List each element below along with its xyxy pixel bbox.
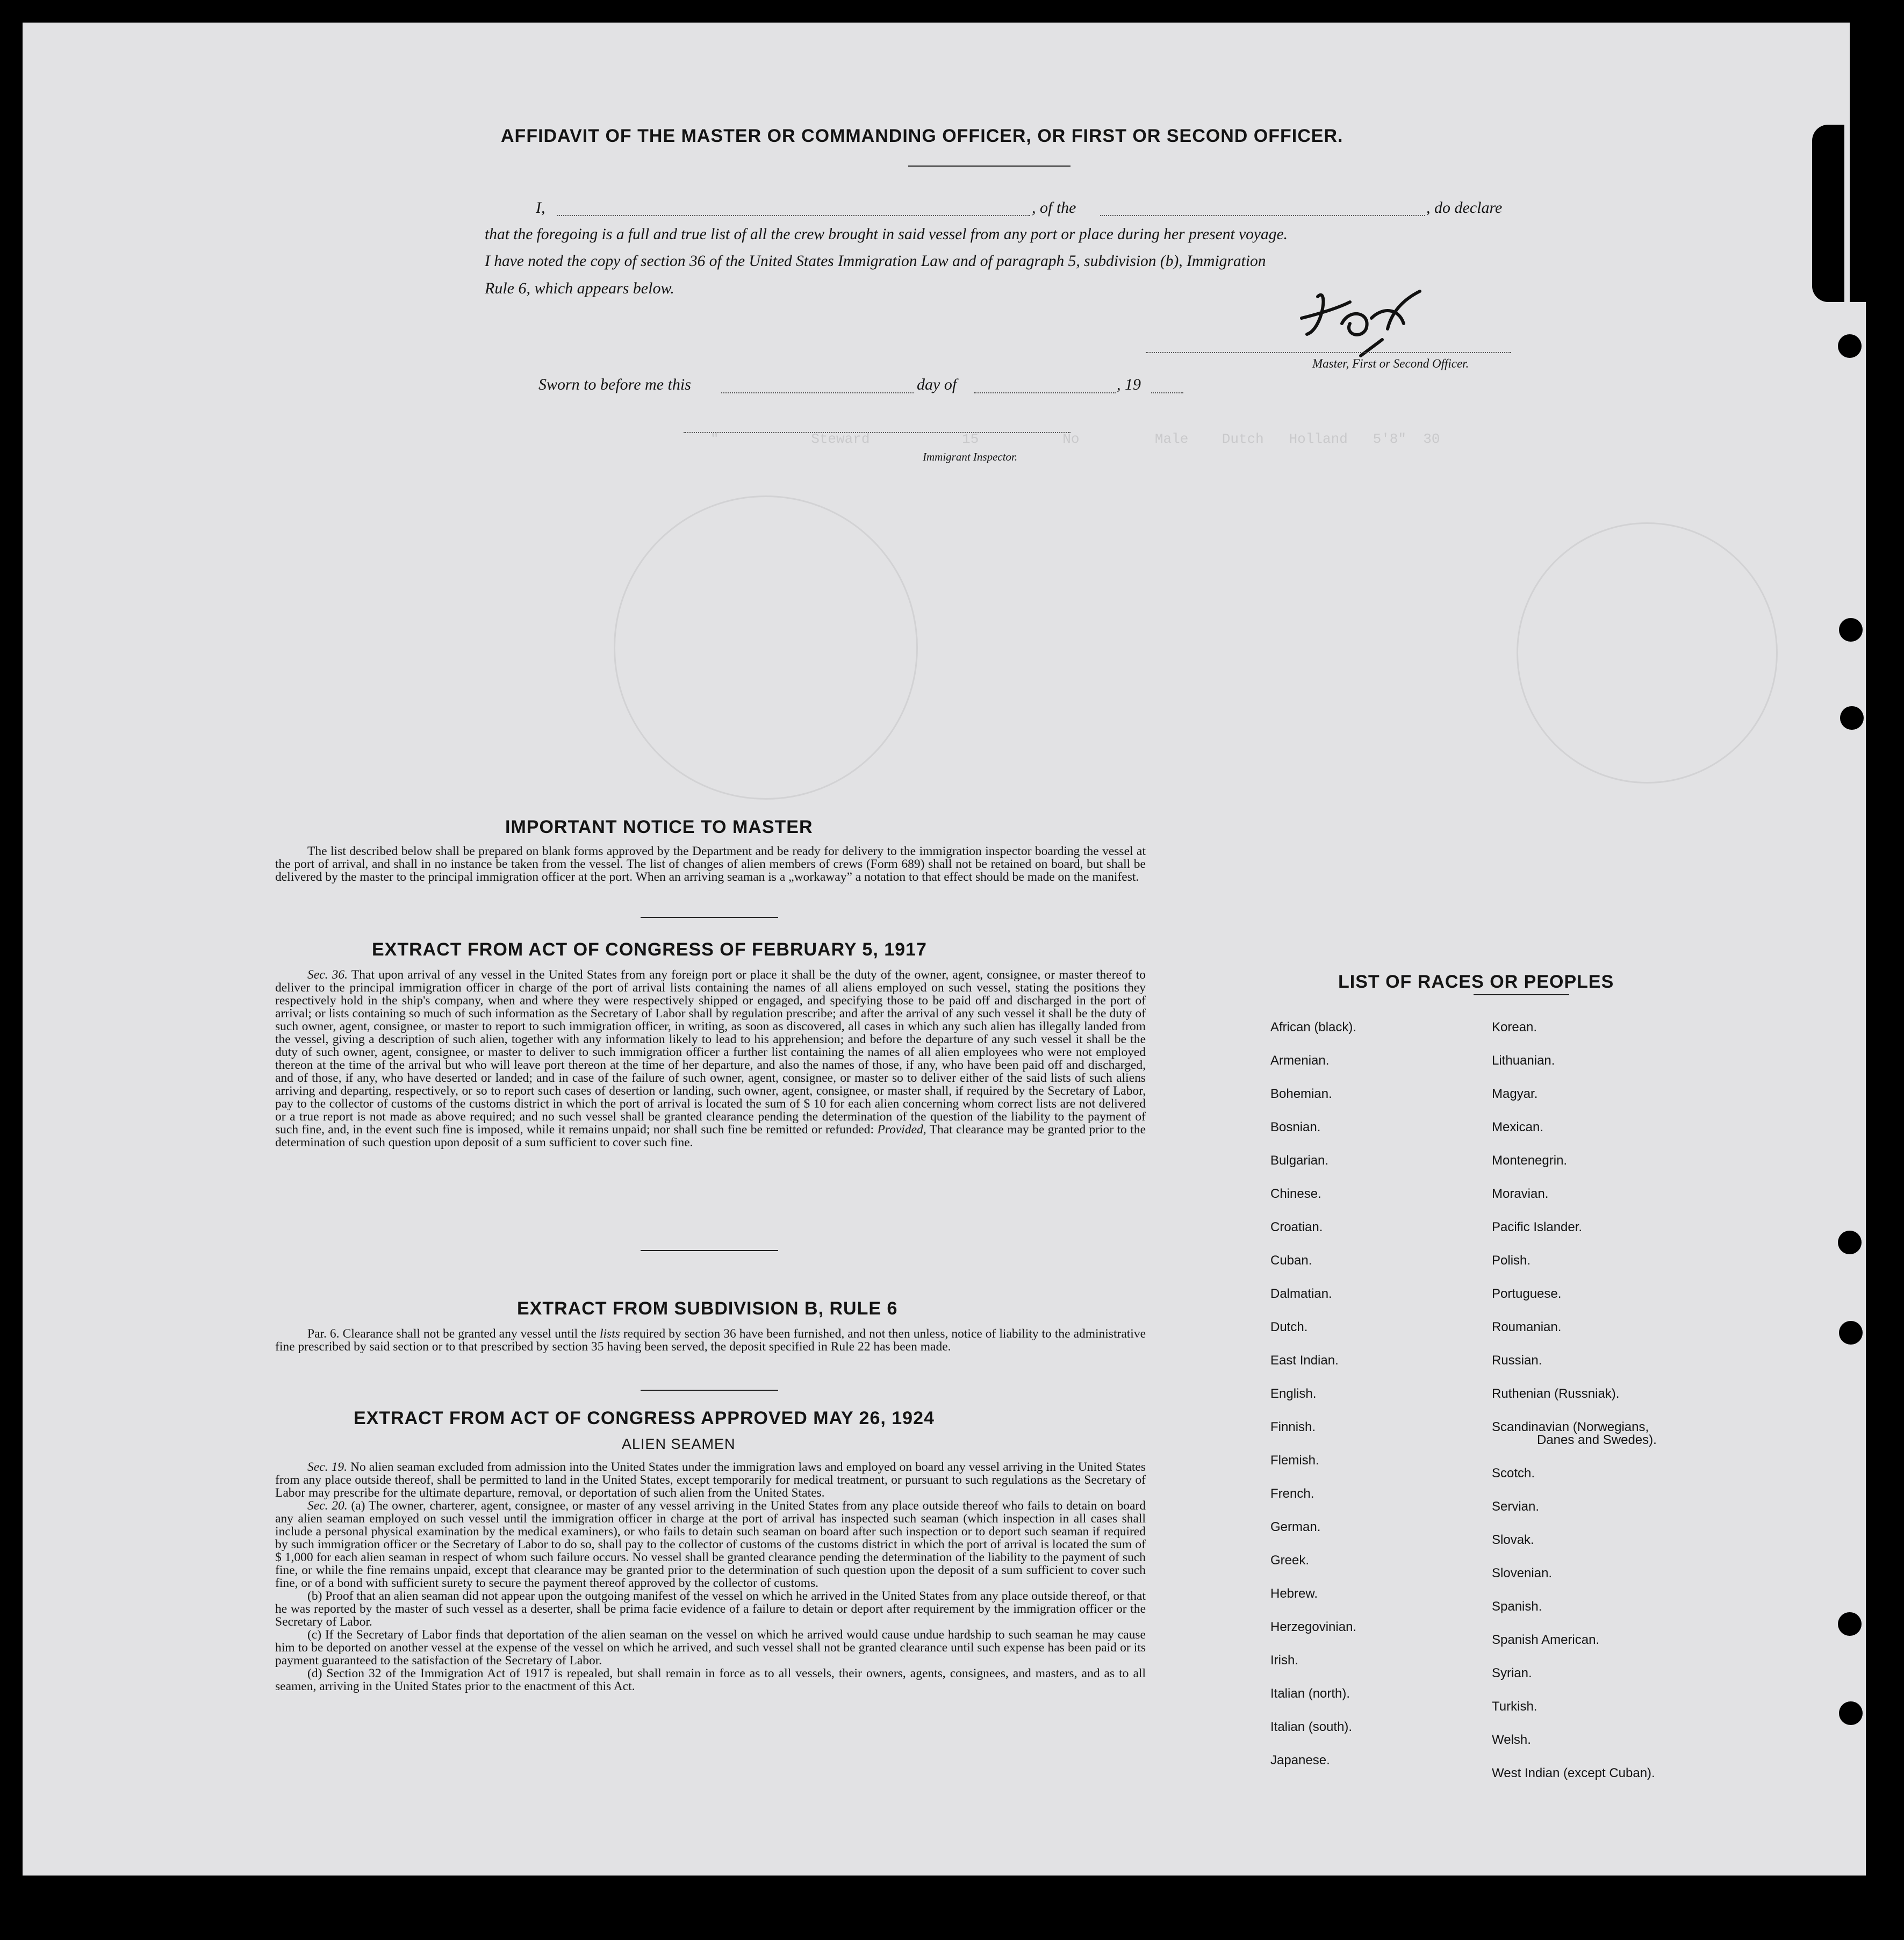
affidavit-line-2: that the foregoing is a full and true list of all the crew brought in said vessel from any port or place during her present voyage. [485,226,1288,243]
sec-36-body: That upon arrival of any vessel in the United States from any foreign port or place it shall be the duty of the owner, agent, consignee, or master thereof to deliver to the principal immigration officer in charge of the port of arrival lists containing the names of all aliens employed on such vessel, stating the positions they respectively hold in the ship's company, when and where they were respectively shipped or engaged, and specifying those to be paid off and discharged in the port of arrival; or lists containing so much of such information as the Secretary of Labor shall by regulation prescribe; and after the arrival of any such vessel it shall be the duty of such owner, agent, consignee, or master to report to such immigration officer, in writing, as soon as discovered, all cases in which any such alien has illegally landed from the vessel, giving a description of such alien, together with any information likely to lead to his apprehension; and before the departure of any such vessel it shall be the duty of such owner, agent, consignee, or master to deliver to such immigration officer a further list containing the names of all alien employees who were not employed thereon at the time of the arrival but who will leave port thereon at the time of her departure, and also the names of those, if any, who have been paid off and discharged, and of those, if any, who have deserted or landed; and in case of the failure of such owner, agent, consignee, or master so to deliver either of the said lists of such aliens arriving and departing, respectively, or so to report such cases of desertion or landing, such owner, agent, consignee, or master shall, if required by the Secretary of Labor, pay to the collector of customs of the customs district in which the port of arrival is located the sum of $ 10 for each alien concerning whom correct lists are not delivered or a true report is not made as above required; and no such vessel shall be granted clearance pending the determination of the question of the liability to the payment of such fine, and, in the event such fine is imposed, while it remains unpaid; nor shall such fine be remitted or refunded: [275,968,1146,1137]
affidavit-i: I, [536,199,545,217]
bleed-through-stamp [1517,522,1778,784]
sworn-year-line[interactable] [1151,392,1183,393]
provided-label: Provided, [877,1123,926,1137]
affidavit-title: AFFIDAVIT OF THE MASTER OR COMMANDING OFFICER, OR FIRST OR SECOND OFFICER. [501,126,1343,146]
race-item: Roumanian. [1492,1320,1562,1334]
race-item: Slovak. [1492,1533,1534,1547]
signature-line[interactable] [1146,352,1511,353]
rule-6-text-b: required by section 36 have been furnished, and not then unless, notice of liability to the administrative fine prescribed by said section or to that prescribed by section 35 having been served, the deposit specified in Rule 22 has been made. [275,1327,1146,1354]
race-item: Bohemian. [1270,1087,1332,1101]
torn-edge [1850,23,1866,302]
section-divider [641,917,778,918]
race-item: Korean. [1492,1020,1537,1034]
race-item: Magyar. [1492,1087,1538,1101]
punch-hole [1838,334,1862,358]
sec-19-body: No alien seaman excluded from admission into the United States under the immigration laws and employed on board any vessel arriving in the United States from any place outside thereof, shall be permitted to land in the United States, except temporarily for medical treatment, or pursuant to such regulations as the Secretary of Labor may prescribe for the ultimate departure, removal, or deportation of such alien from the United States. [275,1460,1146,1500]
race-item: French. [1270,1486,1314,1501]
race-item: Chinese. [1270,1187,1321,1201]
race-item: Turkish. [1492,1699,1537,1714]
race-item: Portuguese. [1492,1287,1562,1301]
punch-hole [1839,618,1863,642]
rule-6-text-a: Par. 6. Clearance shall not be granted any vessel until the [307,1327,597,1341]
day-of-text: day of [917,376,957,393]
affidavit-line-3: I have noted the copy of section 36 of the United States Immigration Law and of paragraph 5, subdivision (b), Immigration [485,253,1266,270]
race-item: Spanish American. [1492,1633,1600,1647]
provided-body: That clearance may be granted prior to the determination of such question upon deposit of a sum sufficient to cover such fine. [275,1123,1146,1149]
race-item: Mexican. [1492,1120,1544,1134]
race-item: Scandinavian (Norwegians, [1492,1420,1649,1434]
race-item: Slovenian. [1492,1566,1553,1580]
race-item: Servian. [1492,1499,1540,1514]
punch-hole [1839,1321,1863,1345]
sworn-month-line[interactable] [974,392,1116,393]
lists-word: lists [599,1327,620,1341]
sec-36-label: Sec. 36. [307,968,348,982]
act-1924-text [275,1461,1146,1693]
race-item: Herzegovinian. [1270,1620,1357,1634]
race-item: Syrian. [1492,1666,1532,1680]
race-item: Welsh. [1492,1733,1531,1747]
act-1924-subtitle: ALIEN SEAMEN [622,1436,736,1452]
race-item: Japanese. [1270,1753,1330,1767]
race-item: African (black). [1270,1020,1357,1034]
title-underline [908,166,1070,167]
extract-1917-title: EXTRACT FROM ACT OF CONGRESS OF FEBRUARY 5, 1917 [372,939,927,960]
notice-title: IMPORTANT NOTICE TO MASTER [505,817,813,837]
race-item: Montenegrin. [1492,1153,1568,1168]
rule-6-title: EXTRACT FROM SUBDIVISION B, RULE 6 [517,1298,898,1319]
sec-20-label: Sec. 20. [307,1499,348,1513]
torn-edge [1812,125,1844,302]
race-item: Lithuanian. [1492,1053,1555,1068]
race-item: Italian (north). [1270,1686,1350,1701]
race-item: Italian (south). [1270,1720,1353,1734]
race-item: Spanish. [1492,1599,1542,1614]
notice-paragraph: The list described below shall be prepared on blank forms approved by the Department and be ready for delivery to the immigration inspector boarding the vessel at the port of arrival, and shall in no instance be taken from the vessel. The list of changes of alien members of crews (Form 689) shall not be retained on board, but shall be delivered by the master to the principal immigration officer at the port. When an arriving seaman is a „workaway” a notation to that effect should be made on the manifest. [275,844,1146,884]
punch-hole [1838,1231,1862,1254]
section-divider [641,1250,778,1251]
sec-20a-body: (a) The owner, charterer, agent, consignee, or master of any vessel arriving in the United States from any place outside thereof who fails to detain on board any alien seaman employed on such vessel until the immigration officer in charge at the port of arrival has inspected such seaman (which inspection in all cases shall include a personal physical examination by the medical examiners), or who fails to detain such seaman on board after such inspection or to deport such seaman if required by such immigration officer or the Secretary of Labor to do so, shall pay to the collector of customs of the customs district in which the port of arrival is located the sum of $ 1,000 for each alien seaman in respect of whom such failure occurs. No vessel shall be granted clearance pending the determination of the liability to the payment of such fine, or while the fine remains unpaid, except that clearance may be granted prior to the determination of such question upon the deposit of a sum sufficient to cover such fine, or of a bond with sufficient surety to secure the payment thereof approved by the collector of customs. [275,1499,1146,1590]
rule-6-text [275,1327,1146,1353]
race-item: Hebrew. [1270,1586,1318,1601]
sec-20c-body: (c) If the Secretary of Labor finds that deportation of the alien seaman on the vessel on which he arrived would cause undue hardship to such seaman he may cause him to be deported on another vessel at the expense of the vessel on which he arrived, and such vessel shall not be granted clearance until such expense has been paid or its payment guaranteed to the satisfaction of the Secretary of Labor. [275,1628,1146,1668]
race-item: Russian. [1492,1353,1542,1368]
inspector-caption: Immigrant Inspector. [923,450,1018,463]
punch-hole [1839,1701,1863,1725]
races-title: LIST OF RACES OR PEOPLES [1338,972,1614,992]
act-1924-title: EXTRACT FROM ACT OF CONGRESS APPROVED MAY 26, 1924 [354,1408,935,1428]
notice-text [275,845,1146,883]
affidavit-line-4: Rule 6, which appears below. [485,279,674,297]
punch-hole [1840,706,1864,730]
race-item: Bosnian. [1270,1120,1321,1134]
section-divider [641,1390,778,1391]
race-item: German. [1270,1520,1321,1534]
race-item: Pacific Islander. [1492,1220,1583,1234]
affidavit-declare: , do declare [1426,199,1503,217]
race-item: Armenian. [1270,1053,1330,1068]
race-item: Danes and Swedes). [1537,1433,1657,1447]
extract-1917-text [275,968,1146,1149]
sworn-text: Sworn to before me this [538,376,691,393]
race-item: Ruthenian (Russniak). [1492,1386,1620,1401]
signature-caption: Master, First or Second Officer. [1312,357,1469,370]
race-item: Dutch. [1270,1320,1308,1334]
sworn-day-line[interactable] [721,392,914,393]
bleed-through-stamp [614,495,918,800]
sec-19-label: Sec. 19. [307,1460,347,1474]
sec-20b-body: (b) Proof that an alien seaman did not appear upon the outgoing manifest of the vessel on which he arrived in the United States from any place outside thereof, or that he was reported by the master of such vessel as a deserter, shall be prima facie evidence of a failure to detain or deport after requirement by the immigration officer or the Secretary of Labor. [275,1589,1146,1629]
race-item: Bulgarian. [1270,1153,1329,1168]
master-name-line[interactable] [557,215,1030,216]
document-page [23,23,1866,1876]
race-item: Moravian. [1492,1187,1549,1201]
sec-20d-body: (d) Section 32 of the Immigration Act of 1917 is repealed, but shall remain in force as to all vessels, their owners, agents, consignees, and masters, and as to all seamen, arriving in the United States prior to the enactment of this Act. [275,1666,1146,1693]
race-item: Croatian. [1270,1220,1323,1234]
inspector-signature-line[interactable] [684,432,1070,433]
race-item: Irish. [1270,1653,1299,1668]
race-item: English. [1270,1386,1317,1401]
year-text: , 19 [1117,376,1141,393]
affidavit-of-the: , of the [1032,199,1076,217]
race-item: Finnish. [1270,1420,1316,1434]
vessel-name-line[interactable] [1100,215,1425,216]
race-item: Cuban. [1270,1253,1312,1268]
race-item: Dalmatian. [1270,1287,1332,1301]
punch-hole [1838,1612,1862,1636]
race-item: Polish. [1492,1253,1531,1268]
bleed-through-row: " Steward 15 No Male Dutch Holland 5'8" 30 [710,431,1440,447]
race-item: West Indian (except Cuban). [1492,1766,1655,1780]
master-signature [1291,275,1431,361]
race-item: Scotch. [1492,1466,1535,1481]
race-item: Flemish. [1270,1453,1319,1468]
race-item: Greek. [1270,1553,1310,1568]
races-underline [1474,994,1569,995]
race-item: East Indian. [1270,1353,1339,1368]
